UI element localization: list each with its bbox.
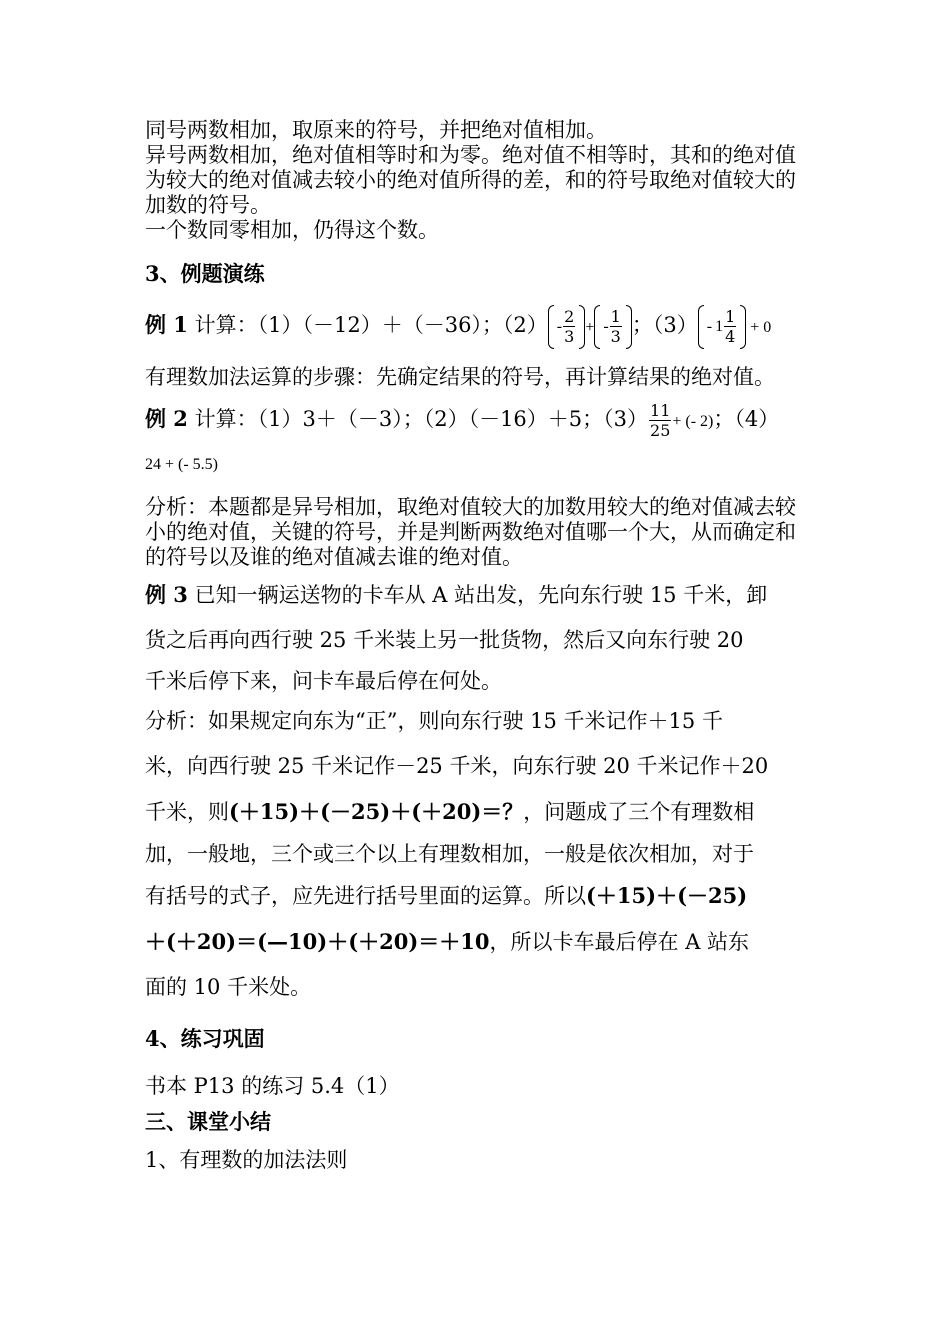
section-heading-examples: 3、例题演练 <box>145 261 265 286</box>
example-3: 例 3 已知一辆运送物的卡车从 A 站出发，先向东行驶 15 千米，卸 货之后再向西行驶 25 千米装上另一批货物，然后又向东行驶 20 千米后停下来，问卡车最后停在何处。 <box>145 582 768 693</box>
example-1: 例 1 计算：（1）（－12）＋（－36）；（2） - $\frac{2}{3}$ + - $\frac{1}{3}$ ；（3） - 1 $\frac{1}{4}$ + 0 <box>145 300 810 353</box>
rule-zero: 一个数同零相加，仍得这个数。 <box>145 218 439 242</box>
example-2-analysis: 分析：本题都是异号相加，取绝对值较大的加数用较大的绝对值减去较小的绝对值，关键的符号，并是判断两数绝对值哪一个大，从而确定和的符号以及谁的绝对值减去谁的绝对值。 <box>145 495 796 569</box>
document-page <box>145 118 810 1175</box>
section-heading-practice: 4、练习巩固 <box>145 1026 265 1051</box>
practice-assignment: 书本 P13 的练习 5.4（1） <box>145 1074 400 1098</box>
example-2-item-4: 24 + (- 5.5) <box>145 456 219 473</box>
example-1-text: 计算：（1）（－12）＋（－36）；（2） <box>194 313 548 337</box>
expression-sum: (＋15)＋(－25)＋(＋20)＝？ <box>229 799 524 824</box>
example-2-text: 计算：（1）3＋（－3）；（2）（－16）＋5；（3） <box>194 407 649 431</box>
fraction-2-3: $\frac{2}{3}$ <box>564 307 575 346</box>
fraction-1-4: $\frac{1}{4}$ <box>725 307 736 346</box>
example-2-label: 例 2 <box>145 406 188 431</box>
fraction-1-3: $\frac{1}{3}$ <box>610 307 621 346</box>
example-2: 例 2 计算：（1）3＋（－3）；（2）（－16）＋5；（3） $\frac{11}{25}$ + (- 2)；（4） <box>145 401 780 440</box>
paren-expression-3: - 1 $\frac{1}{4}$ <box>698 303 747 351</box>
fraction-11-25: $\frac{11}{25}$ <box>650 401 671 440</box>
paren-expression-2: - $\frac{1}{3}$ <box>594 303 632 351</box>
rule-same-sign: 同号两数相加，取原来的符号，并把绝对值相加。 <box>145 118 607 142</box>
example-3-analysis: 分析：如果规定向东为“正”，则向东行驶 15 千米记作＋15 千 米，向西行驶 25 千米记作－25 千米，向东行驶 20 千米记作＋20 千米，则(＋15)＋(－25)＋(＋20)＝？，问题成了三个有理数相 加，一般地，三个或三个以上有理数相加，一般是依次相加，对于 有括号的式子，应先进行括号里面的运算。所以(＋15)＋(－25) ＋(＋20)＝(—10)＋(＋20)＝＋10，所以卡车最后停在 A 站东 面的 10 千米处。 <box>145 709 769 999</box>
expression-result: ＋(＋20)＝(—10)＋(＋20)＝＋10 <box>145 929 490 954</box>
rule-opposite-sign: 异号两数相加，绝对值相等时和为零。绝对值不相等时，其和的绝对值为较大的绝对值减去较小的绝对值所得的差，和的符号取绝对值较大的加数的符号。 <box>145 143 796 217</box>
section-heading-summary: 三、课堂小结 <box>145 1109 271 1134</box>
summary-item-1: 1、有理数的加法法则 <box>145 1148 348 1172</box>
addition-steps: 有理数加法运算的步骤：先确定结果的符号，再计算结果的绝对值。 <box>145 365 775 389</box>
example-1-label: 例 1 <box>145 312 188 337</box>
paren-expression-1: - $\frac{2}{3}$ <box>548 303 586 351</box>
example-3-label: 例 3 <box>145 582 188 607</box>
